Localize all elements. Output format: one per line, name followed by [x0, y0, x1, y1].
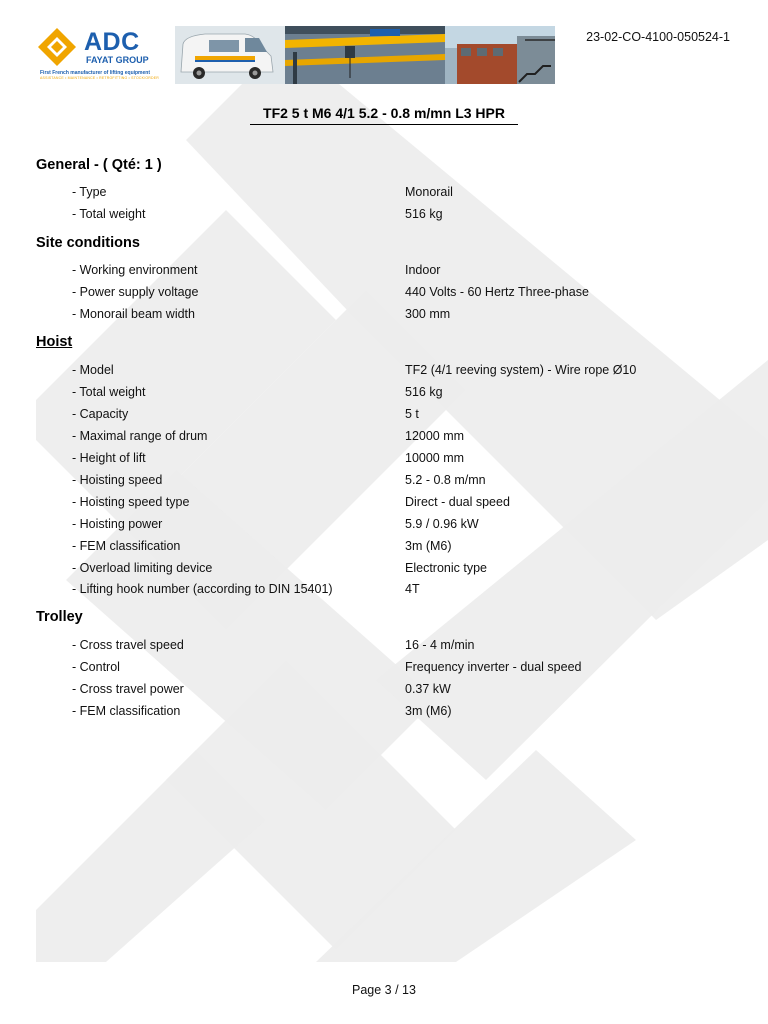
spec-label: - Cross travel power: [72, 682, 184, 696]
spec-label: - Height of lift: [72, 451, 146, 465]
document-reference: 23-02-CO-4100-050524-1: [586, 30, 730, 44]
spec-value: Indoor: [405, 263, 441, 277]
adc-logo: [36, 24, 168, 84]
logo-services: ASSISTANCE • MAINTENANCE • RETROFITTING • STOCK/ORDER: [40, 76, 159, 80]
spec-value: 5 t: [405, 407, 419, 421]
header-banner-image: [175, 26, 555, 84]
spec-label: - Cross travel speed: [72, 638, 184, 652]
spec-label: - Monorail beam width: [72, 307, 195, 321]
spec-label: - Type: [72, 185, 107, 199]
spec-value: Frequency inverter - dual speed: [405, 660, 582, 674]
spec-label: - Total weight: [72, 207, 146, 221]
section-heading: General - ( Qté: 1 ): [36, 157, 162, 173]
section-heading: Site conditions: [36, 235, 140, 251]
spec-value: Direct - dual speed: [405, 495, 510, 509]
spec-label: - Working environment: [72, 263, 198, 277]
spec-value: Electronic type: [405, 561, 487, 575]
spec-value: 5.2 - 0.8 m/mn: [405, 473, 486, 487]
spec-label: - Overload limiting device: [72, 561, 213, 575]
spec-label: - FEM classification: [72, 539, 181, 553]
spec-label: - Hoisting speed: [72, 473, 163, 487]
page-number: Page 3 / 13: [352, 983, 416, 997]
adc-diamond-icon: [38, 28, 76, 66]
spec-label: - Maximal range of drum: [72, 429, 208, 443]
spec-value: 12000 mm: [405, 429, 465, 443]
spec-value: 10000 mm: [405, 451, 465, 465]
logo-brand: ADC: [84, 28, 140, 56]
spec-label: - Hoisting speed type: [72, 495, 190, 509]
spec-label: - Total weight: [72, 385, 146, 399]
section-heading: Trolley: [36, 609, 83, 625]
section-heading: Hoist: [36, 334, 73, 350]
spec-value: 516 kg: [405, 385, 443, 399]
spec-label: - Lifting hook number (according to DIN 15401): [72, 582, 333, 596]
spec-label: - Hoisting power: [72, 517, 163, 531]
spec-value: 3m (M6): [405, 539, 452, 553]
spec-value: 300 mm: [405, 307, 451, 321]
spec-value: 5.9 / 0.96 kW: [405, 517, 479, 531]
spec-value: 440 Volts - 60 Hertz Three-phase: [405, 285, 589, 299]
spec-value: Monorail: [405, 185, 453, 199]
spec-label: - Capacity: [72, 407, 129, 421]
spec-value: 4T: [405, 582, 420, 596]
spec-value: TF2 (4/1 reeving system) - Wire rope Ø10: [405, 363, 637, 377]
logo-group: FAYAT GROUP: [86, 55, 149, 65]
logo-tagline: First French manufacturer of lifting equipment: [40, 70, 151, 76]
spec-label: - FEM classification: [72, 704, 181, 718]
spec-value: 516 kg: [405, 207, 443, 221]
document-title: TF2 5 t M6 4/1 5.2 - 0.8 m/mn L3 HPR: [250, 104, 518, 125]
spec-label: - Model: [72, 363, 114, 377]
spec-label: - Control: [72, 660, 120, 674]
spec-label: - Power supply voltage: [72, 285, 199, 299]
spec-value: 0.37 kW: [405, 682, 451, 696]
spec-value: 16 - 4 m/min: [405, 638, 475, 652]
spec-value: 3m (M6): [405, 704, 452, 718]
